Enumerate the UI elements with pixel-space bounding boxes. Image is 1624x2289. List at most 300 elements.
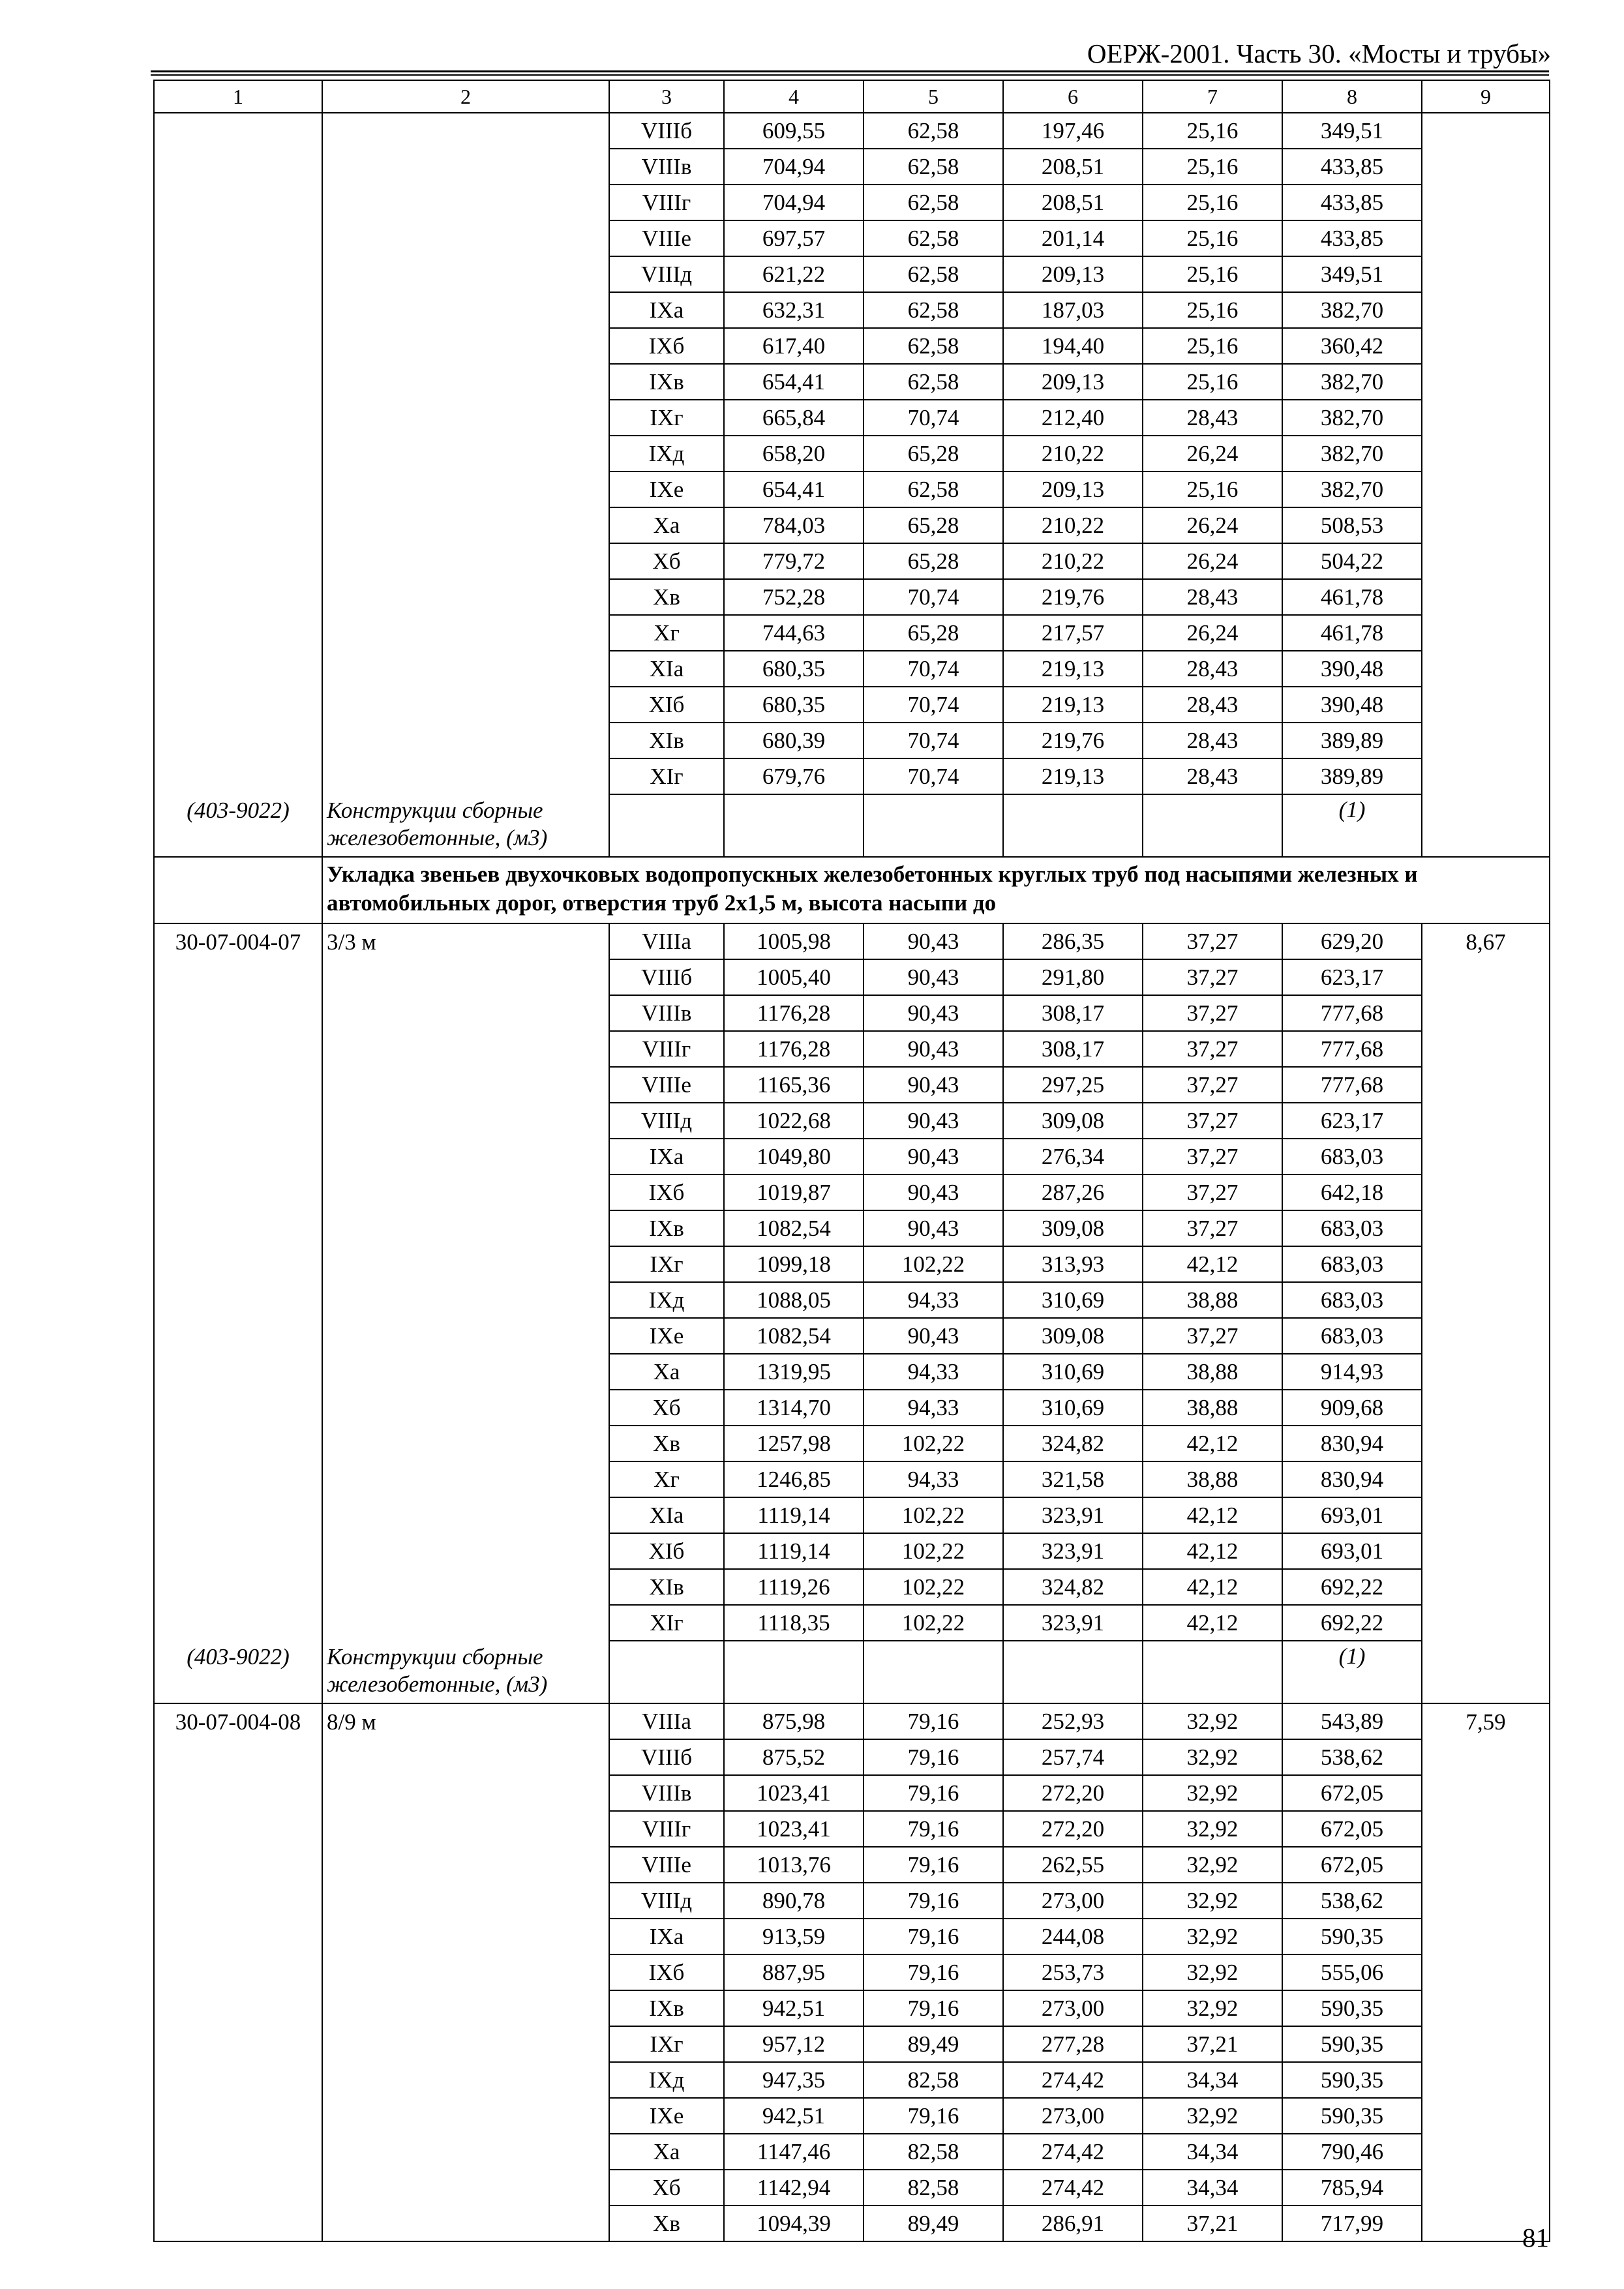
region-cell: IXб (609, 1954, 724, 1990)
region-cell: IXа (609, 1919, 724, 1954)
table-row (154, 995, 1550, 1031)
value-cell: 62,58 (864, 328, 1003, 364)
value-cell: 38,88 (1143, 1282, 1282, 1318)
value-cell: 309,08 (1003, 1318, 1143, 1354)
region-cell: VIIIе (609, 1847, 724, 1883)
labor-cost (1422, 1954, 1550, 1990)
value-cell: 32,92 (1143, 1703, 1282, 1739)
value-cell: 324,82 (1003, 1426, 1143, 1461)
rate-description (322, 471, 609, 507)
value-cell: 679,76 (724, 758, 864, 794)
value-cell: 323,91 (1003, 1497, 1143, 1533)
value-cell: 90,43 (864, 1210, 1003, 1246)
table-row (154, 507, 1550, 543)
value-cell: 194,40 (1003, 328, 1143, 364)
empty-cell (609, 1641, 724, 1703)
labor-cost (1422, 1775, 1550, 1811)
table-row (154, 400, 1550, 436)
value-cell: 82,58 (864, 2134, 1003, 2170)
labor-cost (1422, 149, 1550, 185)
value-cell: 79,16 (864, 1703, 1003, 1739)
value-cell: 37,27 (1143, 1318, 1282, 1354)
value-cell: 683,03 (1282, 1139, 1422, 1174)
region-cell: Xб (609, 2170, 724, 2206)
value-cell: 680,39 (724, 723, 864, 758)
value-cell: 830,94 (1282, 1426, 1422, 1461)
region-cell: IXв (609, 364, 724, 400)
value-cell: 321,58 (1003, 1461, 1143, 1497)
region-cell: XIб (609, 687, 724, 723)
rate-description (322, 959, 609, 995)
value-cell: 273,00 (1003, 1990, 1143, 2026)
region-cell: IXе (609, 2098, 724, 2134)
value-cell: 37,27 (1143, 1139, 1282, 1174)
labor-cost (1422, 615, 1550, 651)
value-cell: 890,78 (724, 1883, 864, 1919)
region-cell: XIг (609, 758, 724, 794)
rate-description (322, 400, 609, 436)
table-row (154, 1703, 1550, 1739)
rate-description (322, 2062, 609, 2098)
empty-cell (1422, 1641, 1550, 1703)
value-cell: 42,12 (1143, 1533, 1282, 1569)
labor-cost (1422, 687, 1550, 723)
rate-description (322, 2134, 609, 2170)
value-cell: 504,22 (1282, 543, 1422, 579)
value-cell: 683,03 (1282, 1210, 1422, 1246)
labor-cost (1422, 1067, 1550, 1103)
value-cell: 42,12 (1143, 1497, 1282, 1533)
table-row (154, 1318, 1550, 1354)
rate-code (154, 471, 322, 507)
empty-cell (864, 794, 1003, 857)
value-cell: 201,14 (1003, 220, 1143, 256)
value-cell: 909,68 (1282, 1390, 1422, 1426)
rate-description: 8/9 м (322, 1703, 609, 1739)
empty-cell (1143, 794, 1282, 857)
value-cell: 37,27 (1143, 1210, 1282, 1246)
rate-description (322, 1497, 609, 1533)
value-cell: 1082,54 (724, 1318, 864, 1354)
labor-cost (1422, 2134, 1550, 2170)
labor-cost (1422, 256, 1550, 292)
value-cell: 310,69 (1003, 1354, 1143, 1390)
value-cell: 1119,26 (724, 1569, 864, 1605)
labor-cost (1422, 2170, 1550, 2206)
rate-code (154, 1605, 322, 1641)
resource-description: Конструкции сборные железобетонные, (м3) (322, 1641, 609, 1703)
labor-cost (1422, 1847, 1550, 1883)
value-cell: 79,16 (864, 1811, 1003, 1847)
value-cell: 1005,98 (724, 923, 864, 959)
rate-description (322, 543, 609, 579)
value-cell: 38,88 (1143, 1461, 1282, 1497)
region-cell: XIа (609, 1497, 724, 1533)
rate-description (322, 1282, 609, 1318)
value-cell: 32,92 (1143, 1847, 1282, 1883)
empty-cell (724, 1641, 864, 1703)
rate-code (154, 1811, 322, 1847)
labor-cost: 7,59 (1422, 1703, 1550, 1739)
value-cell: 461,78 (1282, 579, 1422, 615)
region-cell: IXг (609, 2026, 724, 2062)
region-cell: XIб (609, 1533, 724, 1569)
table-row (154, 1919, 1550, 1954)
header-rule (151, 74, 1549, 76)
value-cell: 90,43 (864, 959, 1003, 995)
value-cell: 461,78 (1282, 615, 1422, 651)
empty-cell (1422, 794, 1550, 857)
value-cell: 197,46 (1003, 113, 1143, 149)
value-cell: 621,22 (724, 256, 864, 292)
value-cell: 1013,76 (724, 1847, 864, 1883)
labor-cost (1422, 995, 1550, 1031)
value-cell: 32,92 (1143, 1990, 1282, 2026)
value-cell: 830,94 (1282, 1461, 1422, 1497)
value-cell: 25,16 (1143, 328, 1282, 364)
value-cell: 217,57 (1003, 615, 1143, 651)
rate-code (154, 507, 322, 543)
table-body (154, 80, 1550, 2241)
value-cell: 590,35 (1282, 2062, 1422, 2098)
value-cell: 617,40 (724, 328, 864, 364)
region-cell: IXе (609, 1318, 724, 1354)
value-cell: 219,76 (1003, 723, 1143, 758)
region-cell: IXд (609, 436, 724, 471)
column-number: 8 (1282, 80, 1422, 113)
value-cell: 286,35 (1003, 923, 1143, 959)
rate-description (322, 723, 609, 758)
column-number: 9 (1422, 80, 1550, 113)
rates-table (153, 80, 1550, 2242)
value-cell: 90,43 (864, 1067, 1003, 1103)
table-row (154, 543, 1550, 579)
resource-description: Конструкции сборные железобетонные, (м3) (322, 794, 609, 857)
rate-description (322, 2026, 609, 2062)
table-row (154, 758, 1550, 794)
table-row (154, 1811, 1550, 1847)
region-cell: Xг (609, 1461, 724, 1497)
value-cell: 642,18 (1282, 1174, 1422, 1210)
rate-code (154, 1739, 322, 1775)
value-cell: 65,28 (864, 543, 1003, 579)
value-cell: 1019,87 (724, 1174, 864, 1210)
value-cell: 26,24 (1143, 507, 1282, 543)
value-cell: 210,22 (1003, 436, 1143, 471)
region-cell: VIIIе (609, 1067, 724, 1103)
value-cell: 37,27 (1143, 1067, 1282, 1103)
value-cell: 672,05 (1282, 1811, 1422, 1847)
value-cell: 654,41 (724, 364, 864, 400)
empty-cell (609, 794, 724, 857)
value-cell: 313,93 (1003, 1246, 1143, 1282)
rate-code (154, 364, 322, 400)
table-row (154, 579, 1550, 615)
rate-description (322, 1533, 609, 1569)
value-cell: 309,08 (1003, 1103, 1143, 1139)
value-cell: 1005,40 (724, 959, 864, 995)
value-cell: 308,17 (1003, 1031, 1143, 1067)
value-cell: 310,69 (1003, 1390, 1143, 1426)
value-cell: 693,01 (1282, 1497, 1422, 1533)
value-cell: 70,74 (864, 758, 1003, 794)
value-cell: 875,98 (724, 1703, 864, 1739)
value-cell: 389,89 (1282, 723, 1422, 758)
rate-code (154, 292, 322, 328)
value-cell: 89,49 (864, 2206, 1003, 2241)
value-cell: 324,82 (1003, 1569, 1143, 1605)
rate-code (154, 1775, 322, 1811)
labor-cost (1422, 1883, 1550, 1919)
rate-description (322, 1246, 609, 1282)
rate-code (154, 1103, 322, 1139)
value-cell: 623,17 (1282, 1103, 1422, 1139)
table-row (154, 1533, 1550, 1569)
region-cell: Xв (609, 579, 724, 615)
table-row (154, 328, 1550, 364)
value-cell: 658,20 (724, 436, 864, 471)
rate-code (154, 1354, 322, 1390)
value-cell: 70,74 (864, 579, 1003, 615)
value-cell: 70,74 (864, 651, 1003, 687)
value-cell: 102,22 (864, 1426, 1003, 1461)
value-cell: 25,16 (1143, 256, 1282, 292)
value-cell: 79,16 (864, 1739, 1003, 1775)
value-cell: 1099,18 (724, 1246, 864, 1282)
rate-description (322, 1390, 609, 1426)
value-cell: 209,13 (1003, 256, 1143, 292)
value-cell: 382,70 (1282, 292, 1422, 328)
value-cell: 257,74 (1003, 1739, 1143, 1775)
value-cell: 274,42 (1003, 2062, 1143, 2098)
value-cell: 90,43 (864, 1103, 1003, 1139)
labor-cost (1422, 1605, 1550, 1641)
table-row (154, 687, 1550, 723)
table-row (154, 1139, 1550, 1174)
value-cell: 42,12 (1143, 1426, 1282, 1461)
value-cell: 309,08 (1003, 1210, 1143, 1246)
region-cell: Xв (609, 2206, 724, 2241)
rate-code (154, 615, 322, 651)
table-row (154, 1847, 1550, 1883)
region-cell: Xа (609, 1354, 724, 1390)
region-cell: Xв (609, 1426, 724, 1461)
rate-code: 30-07-004-07 (154, 923, 322, 959)
value-cell: 1082,54 (724, 1210, 864, 1246)
table-row (154, 1354, 1550, 1390)
value-cell: 62,58 (864, 220, 1003, 256)
table-row (154, 2170, 1550, 2206)
labor-cost (1422, 1318, 1550, 1354)
region-cell: VIIIе (609, 220, 724, 256)
resource-row (154, 794, 1550, 857)
value-cell: 25,16 (1143, 185, 1282, 220)
rate-code (154, 436, 322, 471)
value-cell: 208,51 (1003, 185, 1143, 220)
value-cell: 683,03 (1282, 1282, 1422, 1318)
value-cell: 79,16 (864, 1954, 1003, 1990)
value-cell: 1118,35 (724, 1605, 864, 1641)
value-cell: 262,55 (1003, 1847, 1143, 1883)
labor-cost (1422, 1811, 1550, 1847)
value-cell: 209,13 (1003, 471, 1143, 507)
value-cell: 32,92 (1143, 1883, 1282, 1919)
value-cell: 632,31 (724, 292, 864, 328)
value-cell: 390,48 (1282, 651, 1422, 687)
region-cell: IXг (609, 1246, 724, 1282)
rate-code (154, 1569, 322, 1605)
table-row (154, 1569, 1550, 1605)
value-cell: 609,55 (724, 113, 864, 149)
value-cell: 274,42 (1003, 2134, 1143, 2170)
value-cell: 697,57 (724, 220, 864, 256)
column-number: 1 (154, 80, 322, 113)
value-cell: 680,35 (724, 651, 864, 687)
value-cell: 1023,41 (724, 1811, 864, 1847)
rate-code (154, 1139, 322, 1174)
region-cell: XIв (609, 723, 724, 758)
table-row (154, 185, 1550, 220)
value-cell: 704,94 (724, 149, 864, 185)
rate-code (154, 1426, 322, 1461)
value-cell: 28,43 (1143, 651, 1282, 687)
empty-cell (864, 1641, 1003, 1703)
value-cell: 62,58 (864, 149, 1003, 185)
value-cell: 382,70 (1282, 364, 1422, 400)
rate-description (322, 1883, 609, 1919)
region-cell: Xа (609, 2134, 724, 2170)
rate-code (154, 687, 322, 723)
empty-cell (1143, 1641, 1282, 1703)
value-cell: 590,35 (1282, 1919, 1422, 1954)
rate-description (322, 1426, 609, 1461)
rate-code (154, 2062, 322, 2098)
region-cell: IXа (609, 292, 724, 328)
table-row (154, 113, 1550, 149)
value-cell: 704,94 (724, 185, 864, 220)
value-cell: 90,43 (864, 1174, 1003, 1210)
rate-code (154, 1847, 322, 1883)
value-cell: 790,46 (1282, 2134, 1422, 2170)
rate-code (154, 220, 322, 256)
rate-code (154, 185, 322, 220)
region-cell: VIIIг (609, 1031, 724, 1067)
value-cell: 779,72 (724, 543, 864, 579)
table-row (154, 1246, 1550, 1282)
value-cell: 1319,95 (724, 1354, 864, 1390)
labor-cost (1422, 1426, 1550, 1461)
labor-cost (1422, 1354, 1550, 1390)
labor-cost (1422, 1990, 1550, 2026)
region-cell: XIг (609, 1605, 724, 1641)
table-row (154, 1605, 1550, 1641)
value-cell: 65,28 (864, 507, 1003, 543)
value-cell: 26,24 (1143, 615, 1282, 651)
region-cell: IXв (609, 1210, 724, 1246)
value-cell: 90,43 (864, 995, 1003, 1031)
table-row (154, 1390, 1550, 1426)
value-cell: 25,16 (1143, 149, 1282, 185)
value-cell: 942,51 (724, 2098, 864, 2134)
value-cell: 37,27 (1143, 923, 1282, 959)
value-cell: 62,58 (864, 292, 1003, 328)
value-cell: 34,34 (1143, 2062, 1282, 2098)
region-cell: XIа (609, 651, 724, 687)
value-cell: 26,24 (1143, 543, 1282, 579)
value-cell: 1246,85 (724, 1461, 864, 1497)
rate-description (322, 651, 609, 687)
value-cell: 37,27 (1143, 1174, 1282, 1210)
value-cell: 590,35 (1282, 2098, 1422, 2134)
value-cell: 25,16 (1143, 292, 1282, 328)
value-cell: 79,16 (864, 1883, 1003, 1919)
value-cell: 38,88 (1143, 1390, 1282, 1426)
rate-code (154, 2170, 322, 2206)
header-rule (151, 70, 1549, 72)
rate-code (154, 113, 322, 149)
labor-cost (1422, 1461, 1550, 1497)
value-cell: 32,92 (1143, 1739, 1282, 1775)
table-row (154, 256, 1550, 292)
value-cell: 360,42 (1282, 328, 1422, 364)
region-cell: VIIIб (609, 1739, 724, 1775)
value-cell: 382,70 (1282, 471, 1422, 507)
value-cell: 90,43 (864, 1139, 1003, 1174)
table-row (154, 2134, 1550, 2170)
value-cell: 683,03 (1282, 1318, 1422, 1354)
value-cell: 187,03 (1003, 292, 1143, 328)
table-row (154, 1775, 1550, 1811)
value-cell: 37,27 (1143, 959, 1282, 995)
labor-cost (1422, 758, 1550, 794)
value-cell: 1165,36 (724, 1067, 864, 1103)
rate-code (154, 1533, 322, 1569)
rate-code (154, 758, 322, 794)
resource-code: (403-9022) (154, 1641, 322, 1703)
region-cell: VIIIб (609, 959, 724, 995)
value-cell: 28,43 (1143, 687, 1282, 723)
rate-code (154, 959, 322, 995)
rate-code (154, 1282, 322, 1318)
resource-quantity: (1) (1282, 1641, 1422, 1703)
value-cell: 219,76 (1003, 579, 1143, 615)
table-row (154, 2206, 1550, 2241)
value-cell: 1147,46 (724, 2134, 864, 2170)
labor-cost (1422, 1139, 1550, 1174)
value-cell: 286,91 (1003, 2206, 1143, 2241)
value-cell: 785,94 (1282, 2170, 1422, 2206)
rate-code (154, 1067, 322, 1103)
column-number-row (154, 80, 1550, 113)
value-cell: 102,22 (864, 1533, 1003, 1569)
labor-cost (1422, 1739, 1550, 1775)
rate-description (322, 579, 609, 615)
value-cell: 25,16 (1143, 113, 1282, 149)
value-cell: 102,22 (864, 1569, 1003, 1605)
rate-code (154, 1954, 322, 1990)
rate-code (154, 400, 322, 436)
value-cell: 37,27 (1143, 1031, 1282, 1067)
labor-cost (1422, 543, 1550, 579)
value-cell: 349,51 (1282, 113, 1422, 149)
region-cell: VIIIб (609, 113, 724, 149)
labor-cost (1422, 1174, 1550, 1210)
rate-code (154, 1031, 322, 1067)
table-row (154, 1461, 1550, 1497)
table-row (154, 364, 1550, 400)
rate-description (322, 1103, 609, 1139)
value-cell: 590,35 (1282, 2026, 1422, 2062)
